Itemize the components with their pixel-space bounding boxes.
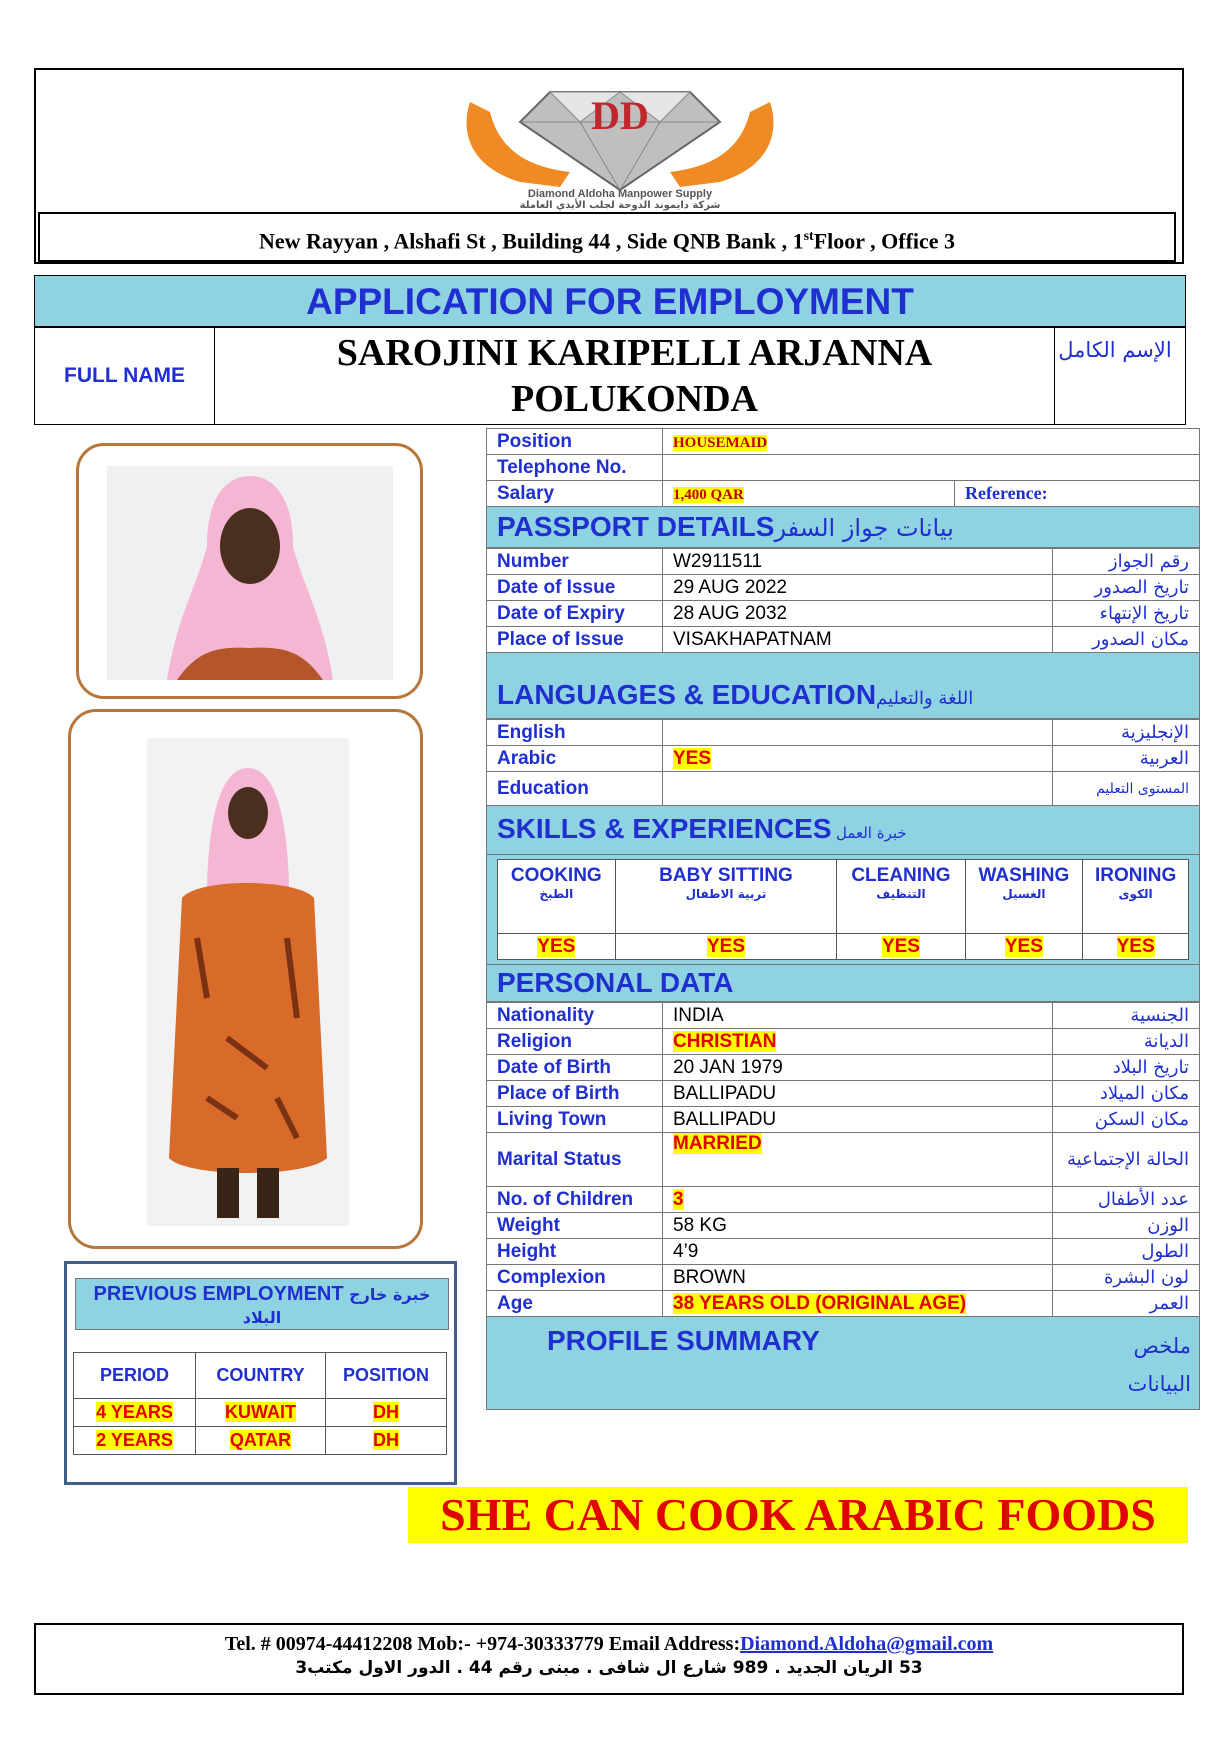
page-title: APPLICATION FOR EMPLOYMENT xyxy=(34,275,1186,327)
skills-title: SKILLS & EXPERIENCES xyxy=(497,813,832,844)
personal-label-ar: الحالة الإجتماعية xyxy=(1053,1133,1200,1187)
personal-row xyxy=(487,1239,1200,1265)
personal-row xyxy=(487,1003,1200,1029)
skill-value: YES xyxy=(706,935,745,957)
passport-title-ar: بيانات جواز السفر xyxy=(774,514,954,542)
passport-label: Number xyxy=(487,549,663,575)
personal-value: BALLIPADU xyxy=(663,1107,1053,1133)
top-info-table xyxy=(486,428,1200,507)
table-row xyxy=(74,1427,447,1455)
passport-value: W2911511 xyxy=(663,549,1053,575)
personal-row xyxy=(487,1265,1200,1291)
personal-label: Living Town xyxy=(487,1107,663,1133)
skill-value-cell xyxy=(615,934,837,960)
personal-value: INDIA xyxy=(663,1003,1053,1029)
personal-label: Marital Status xyxy=(487,1133,663,1187)
country-cell xyxy=(196,1399,326,1427)
personal-label: Place of Birth xyxy=(487,1081,663,1107)
portrait-photo-frame xyxy=(76,443,423,699)
passport-row xyxy=(487,575,1200,601)
skill-label: BABY SITTING xyxy=(659,865,793,886)
skill-value: YES xyxy=(881,935,920,957)
passport-value: 28 AUG 2032 xyxy=(663,601,1053,627)
footer-email-link[interactable]: Diamond.Aldoha@gmail.com xyxy=(740,1633,994,1655)
personal-value: BROWN xyxy=(663,1265,1053,1291)
position-cell xyxy=(326,1399,447,1427)
personal-value: CHRISTIAN xyxy=(673,1030,777,1052)
position-label: Position xyxy=(487,429,663,455)
skill-label-ar: التنظيف xyxy=(876,887,926,901)
languages-title: LANGUAGES & EDUCATION xyxy=(497,679,877,710)
logo-text-ar: شركة دايموند الدوحة لجلب الأيدي العاملة xyxy=(519,200,721,211)
personal-row xyxy=(487,1213,1200,1239)
languages-table xyxy=(486,719,1200,806)
passport-label-ar: تاريخ الصدور xyxy=(1053,575,1200,601)
period-cell xyxy=(74,1399,196,1427)
personal-label-ar: تاريخ البلاد xyxy=(1053,1055,1200,1081)
skill-label-ar: الطبخ xyxy=(539,887,574,901)
personal-label: No. of Children xyxy=(487,1187,663,1213)
languages-title-ar: اللغة والتعليم xyxy=(876,688,974,709)
full-name-label-ar: الإسم الكامل xyxy=(1058,338,1172,362)
country-value: KUWAIT xyxy=(225,1402,296,1422)
language-row xyxy=(487,772,1200,806)
position-value: HOUSEMAID xyxy=(673,434,768,451)
skills-title-ar: خبرة العمل xyxy=(835,824,907,842)
portrait-photo xyxy=(107,466,393,680)
personal-value: 38 YEARS OLD (ORIGINAL AGE) xyxy=(673,1292,967,1314)
personal-label-ar: العمر xyxy=(1053,1291,1200,1317)
logo-text-en: Diamond Aldoha Manpower Supply xyxy=(527,188,713,200)
footer-contact: Tel. # 00974-44412208 Mob:- +974-30333779 Email Address: xyxy=(224,1633,741,1655)
personal-label-ar: الوزن xyxy=(1053,1213,1200,1239)
personal-label: Age xyxy=(487,1291,663,1317)
full-name-row xyxy=(34,327,1186,425)
personal-value: 20 JAN 1979 xyxy=(663,1055,1053,1081)
previous-employment-title: PREVIOUS EMPLOYMENT xyxy=(93,1283,344,1305)
personal-value-cell xyxy=(663,1291,1053,1317)
salary-cell xyxy=(663,481,955,507)
company-address xyxy=(38,212,1176,262)
position-header: POSITION xyxy=(326,1353,447,1399)
language-row xyxy=(487,746,1200,772)
country-cell xyxy=(196,1427,326,1455)
passport-row xyxy=(487,601,1200,627)
full-name-value: SAROJINI KARIPELLI ARJANNA POLUKONDA xyxy=(215,328,1055,424)
passport-label-ar: رقم الجواز xyxy=(1053,549,1200,575)
skill-label: CLEANING xyxy=(851,865,951,886)
reference-label: Reference: xyxy=(955,481,1200,507)
personal-section-header xyxy=(486,965,1200,1002)
profile-summary-section xyxy=(486,1317,1200,1410)
salary-label: Salary xyxy=(487,481,663,507)
passport-value: 29 AUG 2022 xyxy=(663,575,1053,601)
skills-table xyxy=(497,859,1189,960)
skill-label-ar: الغسيل xyxy=(1002,887,1046,901)
passport-row xyxy=(487,627,1200,653)
table-row xyxy=(74,1399,447,1427)
language-value: YES xyxy=(673,747,712,769)
profile-summary-title: PROFILE SUMMARY xyxy=(547,1325,820,1356)
position-cell xyxy=(326,1427,447,1455)
personal-label: Height xyxy=(487,1239,663,1265)
personal-label-ar: الطول xyxy=(1053,1239,1200,1265)
skill-value-cell xyxy=(965,934,1083,960)
personal-row xyxy=(487,1187,1200,1213)
address-text-end: Floor , Office 3 xyxy=(813,228,956,254)
previous-employment-header-row xyxy=(74,1353,447,1399)
personal-label: Nationality xyxy=(487,1003,663,1029)
personal-label: Complexion xyxy=(487,1265,663,1291)
skill-value: YES xyxy=(1004,935,1043,957)
footer-address-ar: 53 الريان الجديد . 989 شارع ال شافى . مبنى رقم 44 . الدور الاول مكتب3 xyxy=(295,1658,923,1678)
full-body-photo-frame xyxy=(68,709,423,1249)
personal-value: 58 KG xyxy=(663,1213,1053,1239)
language-label-ar: المستوى التعليم xyxy=(1053,772,1200,806)
language-row xyxy=(487,720,1200,746)
skill-label-ar: الكوى xyxy=(1118,887,1153,901)
personal-value-cell xyxy=(663,1029,1053,1055)
personal-value: 3 xyxy=(673,1188,684,1210)
previous-employment-box xyxy=(64,1261,457,1485)
profile-summary-title-ar: ملخص البيانات xyxy=(1127,1334,1191,1396)
personal-label: Religion xyxy=(487,1029,663,1055)
skill-label: COOKING xyxy=(510,865,602,886)
skill-value: YES xyxy=(537,935,576,957)
language-label: Education xyxy=(487,772,663,806)
period-cell xyxy=(74,1427,196,1455)
personal-value-cell xyxy=(663,1187,1053,1213)
skill-value-cell xyxy=(1083,934,1189,960)
telephone-value xyxy=(663,455,1200,481)
country-value: QATAR xyxy=(229,1430,292,1450)
skill-cooking xyxy=(498,860,616,934)
passport-label: Place of Issue xyxy=(487,627,663,653)
personal-label-ar: الديانة xyxy=(1053,1029,1200,1055)
passport-section-header xyxy=(486,507,1200,548)
personal-row xyxy=(487,1133,1200,1187)
position-cell xyxy=(663,429,1200,455)
summary-banner: SHE CAN COOK ARABIC FOODS xyxy=(408,1487,1188,1543)
address-text: New Rayyan , Alshafi St , Building 44 , Side QNB Bank , 1 xyxy=(258,228,804,254)
position-value: DH xyxy=(373,1402,399,1422)
skills-section-header xyxy=(486,806,1200,855)
skill-cleaning xyxy=(837,860,965,934)
personal-title: PERSONAL DATA xyxy=(497,967,734,998)
previous-employment-table xyxy=(73,1352,447,1455)
language-value xyxy=(663,772,1053,806)
address-sup: st xyxy=(803,229,814,244)
language-label-ar: الإنجليزية xyxy=(1053,720,1200,746)
details-column xyxy=(486,428,1200,1410)
period-value: 4 YEARS xyxy=(96,1402,173,1422)
skill-label: WASHING xyxy=(978,865,1070,886)
passport-label-ar: مكان الصدور xyxy=(1053,627,1200,653)
language-label: English xyxy=(487,720,663,746)
language-label: Arabic xyxy=(487,746,663,772)
personal-label: Weight xyxy=(487,1213,663,1239)
passport-title: PASSPORT DETAILS xyxy=(497,511,775,542)
languages-section-header xyxy=(486,653,1200,719)
skill-label: IRONING xyxy=(1094,865,1177,886)
language-label-ar: العربية xyxy=(1053,746,1200,772)
logo-letters: DD xyxy=(591,93,649,138)
passport-label: Date of Issue xyxy=(487,575,663,601)
company-logo xyxy=(450,72,790,212)
personal-value-cell xyxy=(663,1133,1053,1187)
skill-washing xyxy=(965,860,1083,934)
personal-row xyxy=(487,1081,1200,1107)
passport-label-ar: تاريخ الإنتهاء xyxy=(1053,601,1200,627)
personal-row xyxy=(487,1055,1200,1081)
skill-label-ar: تربية الاطفال xyxy=(685,887,767,901)
personal-label-ar: مكان الميلاد xyxy=(1053,1081,1200,1107)
personal-table xyxy=(486,1002,1200,1317)
personal-label-ar: مكان السكن xyxy=(1053,1107,1200,1133)
personal-label-ar: الجنسية xyxy=(1053,1003,1200,1029)
passport-label: Date of Expiry xyxy=(487,601,663,627)
language-value xyxy=(663,720,1053,746)
period-value: 2 YEARS xyxy=(96,1430,173,1450)
footer-contact-line xyxy=(36,1633,1182,1656)
country-header: COUNTRY xyxy=(196,1353,326,1399)
skill-ironing xyxy=(1083,860,1189,934)
skill-baby-sitting xyxy=(615,860,837,934)
personal-value: BALLIPADU xyxy=(663,1081,1053,1107)
language-cell xyxy=(663,746,1053,772)
previous-employment-title-ar: خبرة خارج البلاد xyxy=(242,1285,431,1327)
salary-value: 1,400 QAR xyxy=(673,486,744,503)
skill-value: YES xyxy=(1116,935,1155,957)
footer-box xyxy=(34,1623,1184,1695)
position-value: DH xyxy=(373,1430,399,1450)
personal-row xyxy=(487,1107,1200,1133)
personal-value: MARRIED xyxy=(673,1133,762,1154)
full-name-label: FULL NAME xyxy=(35,328,215,424)
passport-value: VISAKHAPATNAM xyxy=(663,627,1053,653)
personal-label-ar: لون البشرة xyxy=(1053,1265,1200,1291)
telephone-label: Telephone No. xyxy=(487,455,663,481)
previous-employment-header xyxy=(75,1278,449,1330)
passport-table xyxy=(486,548,1200,653)
skills-wrap xyxy=(486,855,1200,965)
personal-row xyxy=(487,1291,1200,1317)
personal-row xyxy=(487,1029,1200,1055)
skill-value-cell xyxy=(498,934,616,960)
skill-value-cell xyxy=(837,934,965,960)
personal-label-ar: عدد الأطفال xyxy=(1053,1187,1200,1213)
passport-row xyxy=(487,549,1200,575)
period-header: PERIOD xyxy=(74,1353,196,1399)
personal-value: 4’9 xyxy=(663,1239,1053,1265)
full-body-photo xyxy=(147,738,349,1226)
personal-label: Date of Birth xyxy=(487,1055,663,1081)
